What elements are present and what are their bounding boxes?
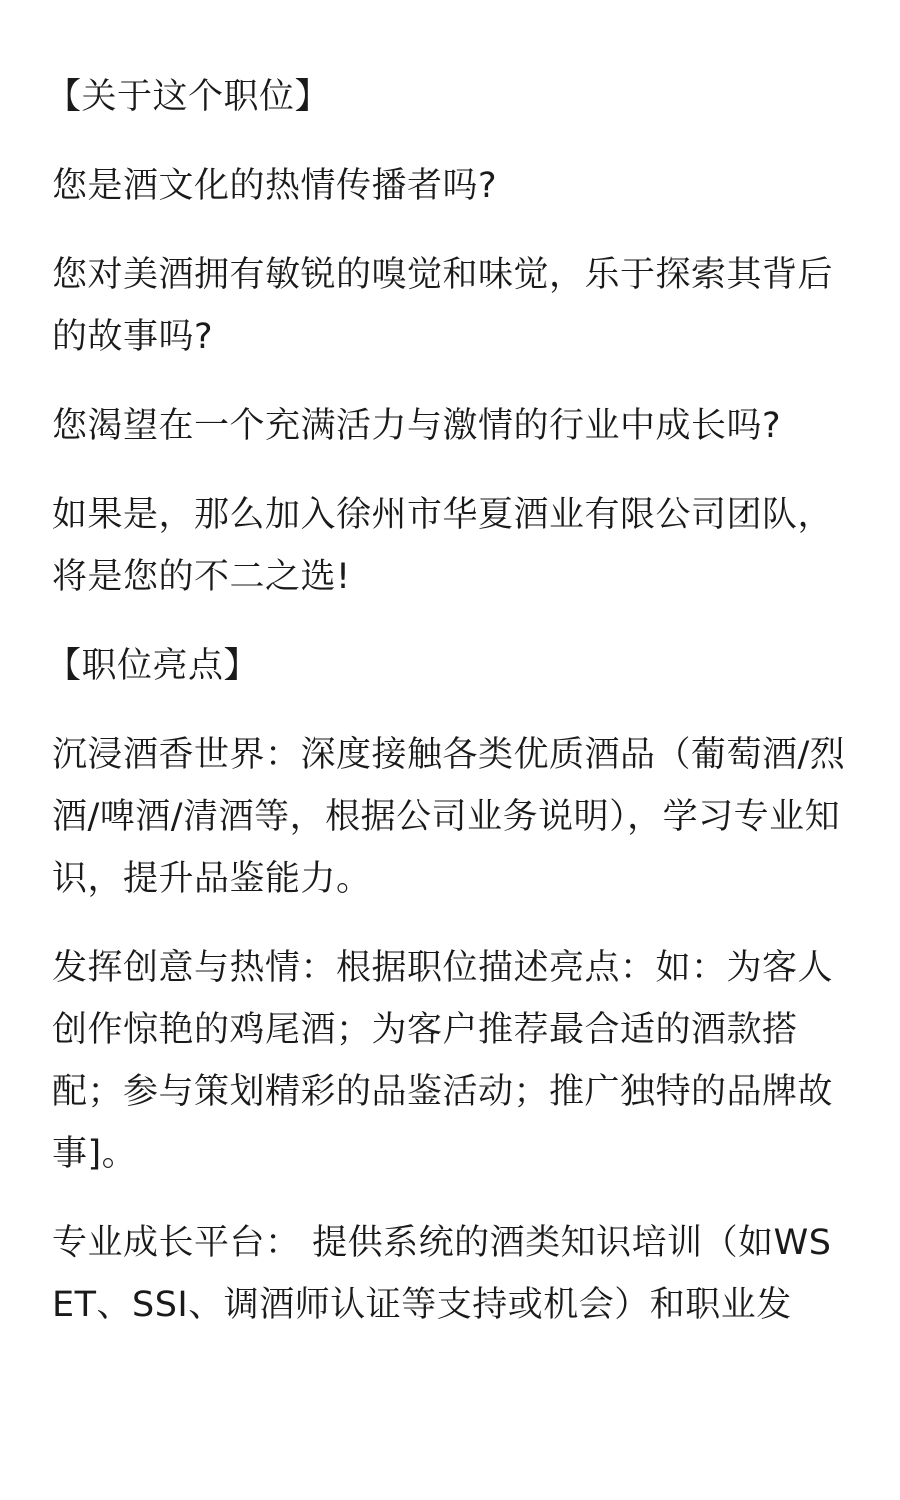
section-heading-about: 【关于这个职位】 bbox=[46, 77, 331, 117]
job-description-article bbox=[46, 66, 852, 1363]
paragraph-immersion: 沉浸酒香世界：深度接触各类优质酒品（葡萄酒/烈酒/啤酒/清酒等，根据公司业务说明），学习专业知识，提升品鉴能力。 bbox=[52, 735, 846, 899]
paragraph-taste: 您对美酒拥有敏锐的嗅觉和味觉，乐于探索其背后的故事吗? bbox=[52, 255, 834, 357]
paragraph-professional-growth: 专业成长平台： 提供系统的酒类知识培训（如WSET、SSI、调酒师认证等支持或机会）和职业发 bbox=[52, 1223, 832, 1325]
paragraph-creativity: 发挥创意与热情：根据职位描述亮点：如：为客人创作惊艳的鸡尾酒；为客户推荐最合适的酒款搭配；参与策划精彩的品鉴活动；推广独特的品牌故事]。 bbox=[52, 948, 834, 1174]
paragraph-join: 如果是，那么加入徐州市华夏酒业有限公司团队，将是您的不二之选! bbox=[52, 495, 834, 597]
paragraph-growth: 您渴望在一个充满活力与激情的行业中成长吗? bbox=[52, 406, 782, 446]
section-heading-highlights: 【职位亮点】 bbox=[46, 646, 260, 686]
paragraph-wine-culture: 您是酒文化的热情传播者吗? bbox=[52, 166, 498, 206]
